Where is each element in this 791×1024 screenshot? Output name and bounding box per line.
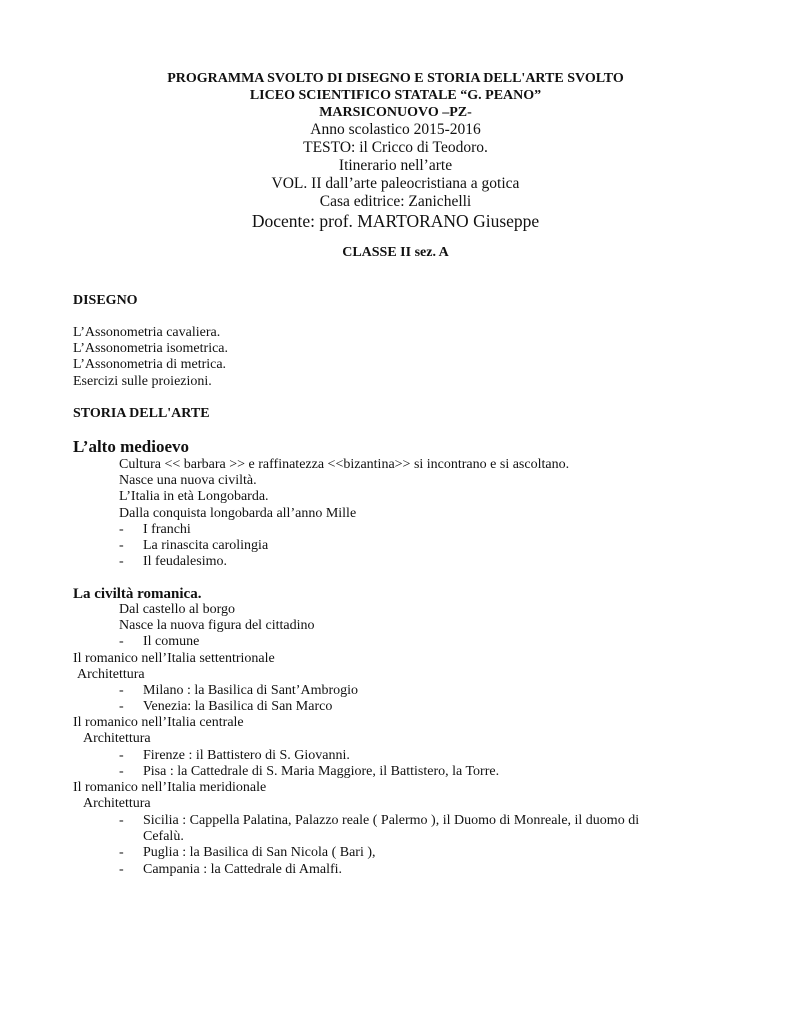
bullet-item: - Puglia : la Basilica di San Nicola ( Bari ), bbox=[119, 845, 376, 861]
text-line: Nasce la nuova figura del cittadino bbox=[119, 618, 315, 634]
header-school-year: Anno scolastico 2015-2016 bbox=[310, 121, 481, 138]
bullet-item: - Firenze : il Battistero di S. Giovanni. bbox=[119, 748, 350, 763]
section-title-storia: STORIA DELL'ARTE bbox=[73, 406, 210, 421]
dash-marker: - bbox=[119, 845, 124, 861]
heading-alto-medioevo: L’alto medioevo bbox=[73, 437, 190, 456]
bullet-item: - Campania : la Cattedrale di Amalfi. bbox=[119, 861, 343, 877]
list-item: L’Assonometria di metrica. bbox=[73, 357, 227, 373]
dash-marker: - bbox=[119, 554, 124, 570]
bullet-item: - La rinascita carolingia bbox=[119, 538, 269, 554]
header-volume: VOL. II dall’arte paleocristiana a gotica bbox=[271, 175, 520, 192]
document-header bbox=[0, 70, 791, 232]
text-line: Dal castello al borgo bbox=[119, 602, 235, 617]
dash-marker: - bbox=[119, 538, 124, 554]
header-line-2: LICEO SCIENTIFICO STATALE “G. PEANO” bbox=[249, 88, 542, 103]
dash-marker: - bbox=[119, 861, 124, 877]
dash-marker: - bbox=[119, 764, 124, 780]
bullet-item: - Il feudalesimo. bbox=[119, 554, 227, 570]
text-line: L’Italia in età Longobarda. bbox=[119, 489, 269, 505]
romanico-sud-sub: Architettura bbox=[83, 796, 151, 811]
header-textbook: TESTO: il Cricco di Teodoro. bbox=[303, 139, 488, 156]
romanico-sud-list bbox=[119, 813, 639, 878]
list-item: L’Assonometria isometrica. bbox=[73, 341, 229, 357]
romanico-nord-title: Il romanico nell’Italia settentrionale bbox=[73, 651, 275, 666]
alto-medioevo-text bbox=[119, 457, 569, 570]
header-line-1: PROGRAMMA SVOLTO DI DISEGNO E STORIA DELL'ARTE SVOLTO bbox=[167, 71, 624, 86]
text-line: Cultura << barbara >> e raffinatezza <<bizantina>> si incontrano e si ascoltano. bbox=[119, 457, 570, 472]
romanico-sud-title: Il romanico nell’Italia meridionale bbox=[73, 780, 267, 795]
list-item: L’Assonometria cavaliera. bbox=[73, 325, 221, 340]
romanico-centro-title: Il romanico nell’Italia centrale bbox=[73, 715, 244, 730]
bullet-item: - Milano : la Basilica di Sant’Ambrogio bbox=[119, 683, 359, 698]
heading-civilta-romanica: La civiltà romanica. bbox=[73, 586, 202, 602]
dash-marker: - bbox=[119, 748, 124, 763]
romanico-nord-list bbox=[119, 683, 358, 715]
dash-marker: - bbox=[119, 699, 124, 715]
romanica-intro bbox=[119, 602, 315, 651]
header-itinerary: Itinerario nell’arte bbox=[338, 157, 453, 174]
header-line-3: MARSICONUOVO –PZ- bbox=[319, 105, 472, 120]
header-publisher: Casa editrice: Zanichelli bbox=[319, 193, 472, 210]
romanico-centro-sub: Architettura bbox=[83, 731, 151, 746]
bullet-item: - Pisa : la Cattedrale di S. Maria Maggiore, il Battistero, la Torre. bbox=[119, 764, 500, 780]
bullet-item: - Venezia: la Basilica di San Marco bbox=[119, 699, 333, 715]
bullet-item: - Sicilia : Cappella Palatina, Palazzo reale ( Palermo ), il Duomo di Monreale, il duomo di bbox=[119, 813, 640, 828]
dash-marker: - bbox=[119, 813, 124, 828]
dash-marker: - bbox=[119, 521, 124, 537]
text-line: Dalla conquista longobarda all’anno Mille bbox=[119, 505, 357, 521]
romanico-centro-list bbox=[119, 748, 499, 780]
bullet-item: - I franchi bbox=[119, 521, 191, 537]
dash-marker: - bbox=[119, 634, 124, 650]
text-line: Nasce una nuova civiltà. bbox=[119, 473, 257, 489]
dash-marker: - bbox=[119, 683, 124, 698]
section-title-disegno: DISEGNO bbox=[73, 293, 138, 308]
header-teacher: Docente: prof. MARTORANO Giuseppe bbox=[251, 211, 540, 231]
bullet-item: - Il comune bbox=[119, 634, 200, 650]
bullet-item-continuation: Cefalù. bbox=[143, 829, 184, 845]
class-label: CLASSE II sez. A bbox=[342, 245, 449, 260]
disegno-list bbox=[73, 325, 228, 390]
list-item: Esercizi sulle proiezioni. bbox=[73, 373, 212, 389]
romanico-nord-sub: Architettura bbox=[77, 667, 145, 682]
